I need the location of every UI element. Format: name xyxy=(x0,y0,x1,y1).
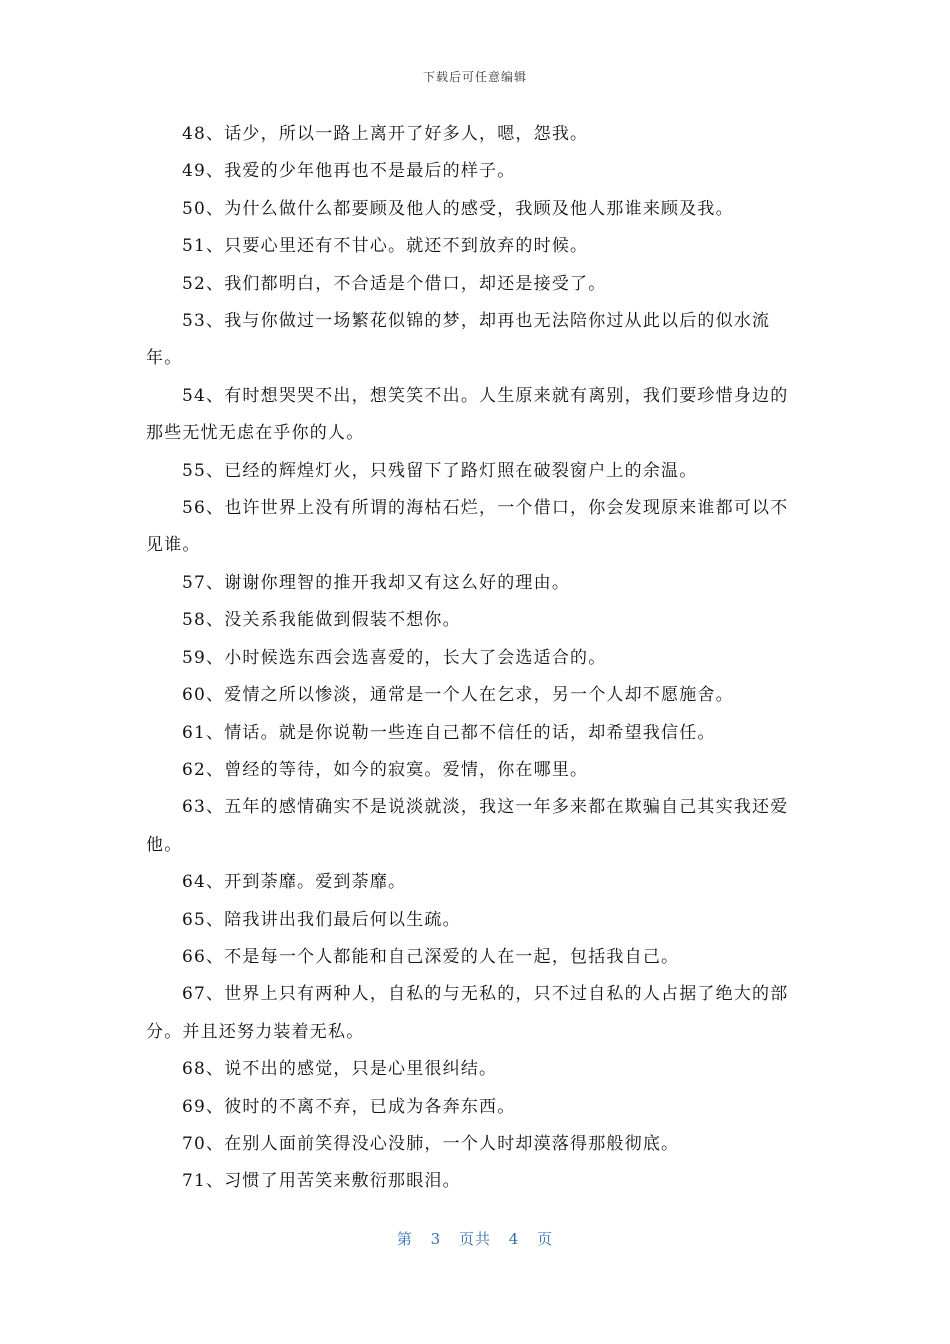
list-item: 52、我们都明白，不合适是个借口，却还是接受了。 xyxy=(182,273,607,294)
list-item: 50、为什么做什么都要顾及他人的感受，我顾及他人那谁来顾及我。 xyxy=(182,198,734,219)
footer-prefix: 第 xyxy=(396,1230,413,1248)
list-item: 62、曾经的等待，如今的寂寞。爱情，你在哪里。 xyxy=(182,759,589,780)
list-item: 71、习惯了用苦笑来敷衍那眼泪。 xyxy=(182,1171,461,1192)
page-header: 下载后可任意编辑 xyxy=(422,70,527,84)
list-item: 53、我与你做过一场繁花似锦的梦，却再也无法陪你过从此以后的似水流年。 xyxy=(146,311,771,369)
footer-suffix: 页 xyxy=(537,1230,554,1248)
document-body xyxy=(146,116,804,1201)
list-item: 51、只要心里还有不甘心。就还不到放弃的时候。 xyxy=(182,236,589,257)
list-item: 58、没关系我能做到假装不想你。 xyxy=(182,610,461,631)
list-item: 63、五年的感情确实不是说淡就淡，我这一年多来都在欺骗自己其实我还爱他。 xyxy=(146,797,789,855)
list-item: 70、在别人面前笑得没心没肺，一个人时却漠落得那般彻底。 xyxy=(182,1133,680,1154)
list-item: 61、情话。就是你说勒一些连自己都不信任的话，却希望我信任。 xyxy=(182,722,716,743)
list-item: 67、世界上只有两种人，自私的与无私的，只不过自私的人占据了绝大的部分。并且还努力装着无私。 xyxy=(146,984,789,1042)
list-item: 60、爱情之所以惨淡，通常是一个人在乞求，另一个人却不愿施舍。 xyxy=(182,685,734,706)
list-item: 54、有时想哭哭不出，想笑笑不出。人生原来就有离别，我们要珍惜身边的那些无忧无虑在乎你的人。 xyxy=(146,385,789,444)
list-item: 64、开到荼靡。爱到荼靡。 xyxy=(182,872,407,893)
list-item: 59、小时候选东西会选喜爱的，长大了会选适合的。 xyxy=(182,647,607,668)
list-item: 66、不是每一个人都能和自己深爱的人在一起，包括我自己。 xyxy=(182,946,680,967)
list-item: 56、也许世界上没有所谓的海枯石烂，一个借口，你会发现原来谁都可以不见谁。 xyxy=(146,498,789,556)
list-item: 55、已经的辉煌灯火，只残留下了路灯照在破裂窗户上的余温。 xyxy=(182,460,698,481)
list-item: 65、陪我讲出我们最后何以生疏。 xyxy=(182,909,461,930)
list-item: 48、话少，所以一路上离开了好多人，嗯，怨我。 xyxy=(182,124,589,144)
footer-middle: 页共 xyxy=(458,1230,491,1248)
current-page-number: 3 xyxy=(430,1230,442,1248)
total-pages-number: 4 xyxy=(508,1230,520,1248)
list-item: 69、彼时的不离不弃，已成为各奔东西。 xyxy=(182,1096,516,1117)
list-item: 49、我爱的少年他再也不是最后的样子。 xyxy=(182,161,516,182)
page-footer xyxy=(0,1228,950,1249)
list-item: 68、说不出的感觉，只是心里很纠结。 xyxy=(182,1059,498,1080)
list-item: 57、谢谢你理智的推开我却又有这么好的理由。 xyxy=(182,572,571,593)
